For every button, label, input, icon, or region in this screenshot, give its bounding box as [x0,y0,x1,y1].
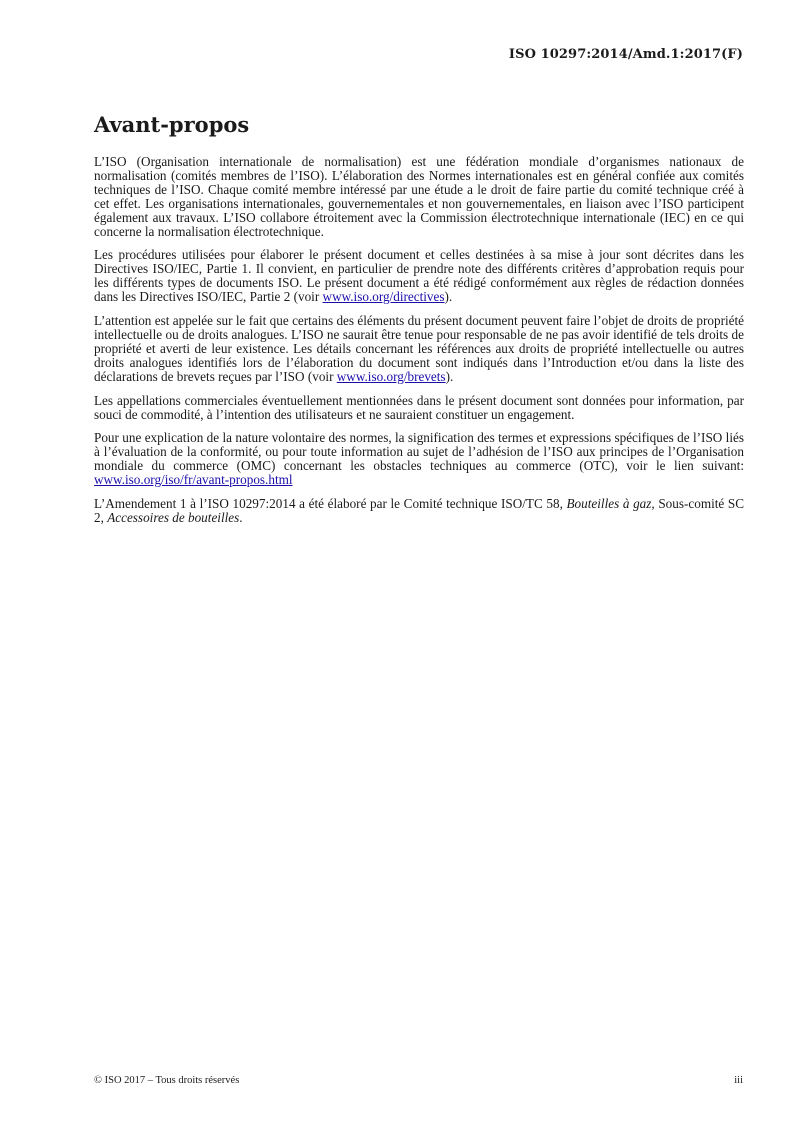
page-footer [94,1075,743,1086]
committee-title: Bouteilles à gaz, [566,496,655,512]
directives-link[interactable]: www.iso.org/directives [322,289,445,305]
paragraph-procedures [94,248,744,304]
paragraph-text: Les appellations commerciales éventuellement mentionnées dans le présent document sont données pour information, par souci de commodité, à l’intention des utilisateurs et ne sauraient constituer un engagement. [94,392,744,422]
paragraph-text: . [239,509,243,525]
paragraph-text: L’ISO (Organisation internationale de normalisation) est une fédération mondiale d’organismes nationaux de normalisation (comités membres de l’ISO). L’élaboration des Normes internationales est en général confiée aux comités techniques de l’ISO. Chaque comité membre intéressé par une étude a le droit de faire partie du comité technique créé à cet effet. Les organisations internationales, gouvernementales et non gouvernementales, en liaison avec l’ISO participent également aux travaux. L’ISO collabore étroitement avec la Commission électrotechnique internationale (IEC) en ce qui concerne la normalisation électrotechnique. [94,154,744,239]
page-title: Avant-propos [94,112,250,137]
patents-link[interactable]: www.iso.org/brevets [336,368,446,384]
paragraph-text: ). [444,289,453,305]
paragraph-text: ). [445,368,454,384]
paragraph-text: Sous-comité SC 2, [94,496,745,525]
paragraph-text: L’attention est appelée sur le fait que certains des éléments du présent document peuvent faire l’objet de droits de propriété intellectuelle ou de droits analogues. L’ISO ne saurait être tenue pour responsable de ne pas avoir identifié de tels droits de propriété et averti de leur existence. Les détails concernant les références aux droits de propriété intellectuelle ou autres droits analogues identifiés lors de l’élaboration du document sont indiqués dans l’Introduction et/ou dans la liste des déclarations de brevets reçues par l’ISO (voir [94,313,744,384]
paragraph-iso-organisation [94,155,744,238]
copyright-notice: © ISO 2017 – Tous droits réservés [94,1075,240,1086]
foreword-body [94,155,744,535]
foreword-link[interactable]: www.iso.org/iso/fr/avant-propos.html [94,472,293,488]
subcommittee-title: Accessoires de bouteilles [107,509,240,525]
paragraph-voluntary-nature [94,431,744,487]
paragraph-amendment [94,497,744,525]
page-number: iii [734,1075,743,1086]
document-id: ISO 10297:2014/Amd.1:2017(F) [508,47,743,62]
paragraph-trade-names [94,394,744,422]
paragraph-text: Pour une explication de la nature volontaire des normes, la signification des termes et expressions spécifiques de l’ISO liés à l’évaluation de la conformité, ou pour toute information au sujet de l’adhésion de l’ISO aux principes de l’Organisation mondiale du commerce (OMC) concernant les obstacles techniques au commerce (OTC), voir le lien suivant: [94,430,744,474]
paragraph-text: Les procédures utilisées pour élaborer le présent document et celles destinées à sa mise à jour sont décrites dans les Directives ISO/IEC, Partie 1. Il convient, en particulier de prendre note des différents critères d’approbation requis pour les différents types de documents ISO. Le présent document a été rédigé conformément aux règles de rédaction données dans les Directives ISO/IEC, Partie 2 (voir [94,247,744,305]
paragraph-text: L’Amendement 1 à l’ISO 10297:2014 a été élaboré par le Comité technique ISO/TC 58, [94,496,567,512]
paragraph-patent-rights [94,314,744,384]
